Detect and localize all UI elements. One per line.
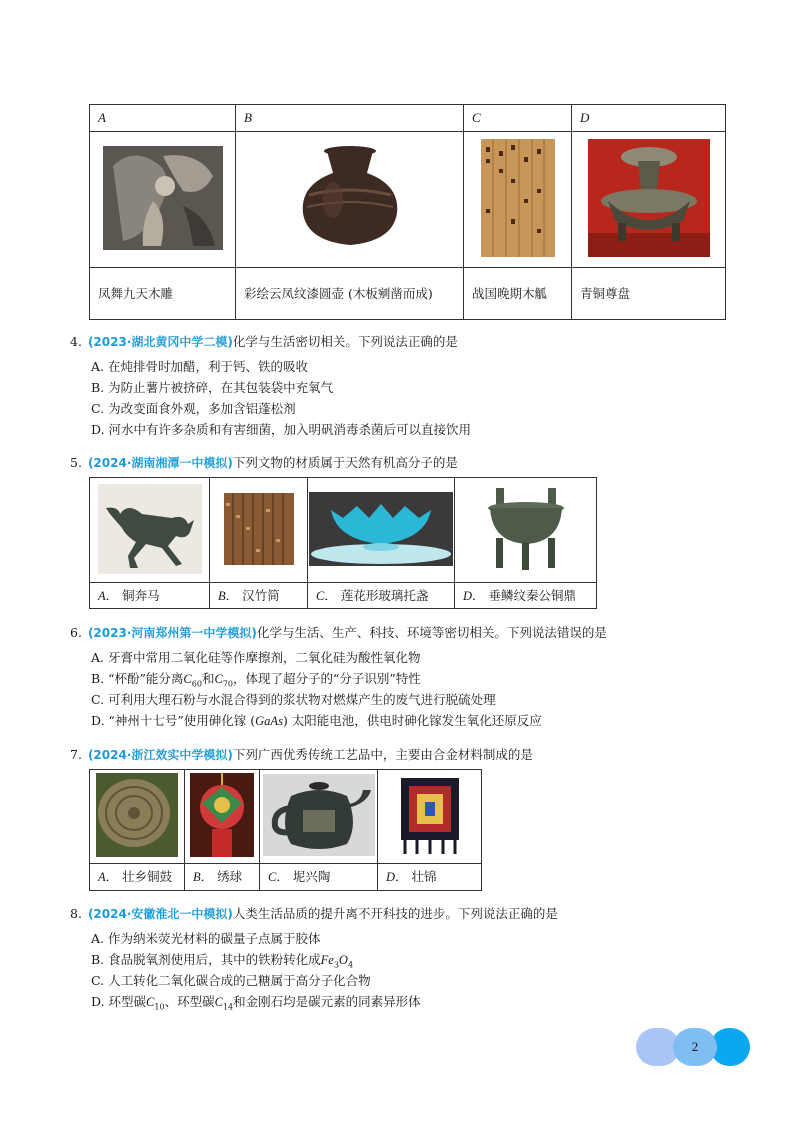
option-caption: A． 铜奔马 [90, 583, 210, 609]
question-8 [70, 905, 558, 923]
option-c: C. 可利用大理石粉与水混合得到的浆状物对燃煤产生的废气进行脱硫处理 [91, 692, 496, 707]
option-letter: B [236, 105, 464, 132]
option-caption: 彩绘云凤纹漆圆壶 (木板剜凿而成) [236, 268, 464, 320]
question-stem: 化学与生活密切相关。下列说法正确的是 [232, 334, 458, 349]
option-b: B. 为防止薯片被挤碎，在其包装袋中充氧气 [91, 380, 334, 395]
option-a: A. 牙膏中常用二氧化硅等作摩擦剂，二氧化硅为酸性氧化物 [91, 650, 421, 665]
option-letter: C [464, 105, 572, 132]
option-caption: 青铜尊盘 [572, 268, 726, 320]
question-number: 5. [70, 455, 82, 470]
option-caption: 凤舞九天木雕 [90, 268, 236, 320]
option-caption: D． 垂鳞纹秦公铜鼎 [455, 583, 597, 609]
option-caption: A． 壮乡铜鼓 [90, 864, 185, 891]
nixing-teapot-image [260, 770, 378, 864]
question-6 [70, 624, 607, 642]
question-source: (2023·河南郑州第一中学模拟) [87, 626, 257, 640]
bamboo-slips-image [464, 132, 572, 268]
bronze-zunpan-image [572, 132, 726, 268]
q3-options-table [89, 104, 726, 320]
option-d: D. 环型碳$C_{10}$、环型碳$C_{14}$和金刚石均是碳元素的同素异形体 [91, 994, 421, 1012]
question-5 [70, 454, 458, 472]
zhuang-brocade-image [378, 770, 482, 864]
question-stem: 下列广西优秀传统工艺品中，主要由合金材料制成的是 [232, 747, 533, 762]
phoenix-wood-carving-image [90, 132, 236, 268]
question-source: (2024·湖南湘潭一中模拟) [87, 456, 233, 470]
page-number: 2 [691, 1039, 699, 1054]
option-caption: 战国晚期木觚 [464, 268, 572, 320]
option-b: B. “杯酚”能分离$C_{60}$和$C_{70}$，体现了超分子的“分子识别”特性 [91, 671, 421, 689]
option-letter: A [90, 105, 236, 132]
q7-options-table [89, 769, 482, 891]
option-caption: B． 汉竹简 [210, 583, 308, 609]
bamboo-slips-image [210, 478, 308, 583]
option-c: C. 人工转化二氧化碳合成的己糖属于高分子化合物 [91, 973, 371, 988]
option-b: B. 食品脱氧剂使用后，其中的铁粉转化成$Fe_3O_4$ [91, 952, 354, 970]
embroidered-ball-image [185, 770, 260, 864]
option-c: C. 为改变面食外观，多加含铝蓬松剂 [91, 401, 296, 416]
option-d: D. “神州十七号”使用砷化镓 (GaAs) 太阳能电池，供电时砷化镓发生氧化还原反应 [91, 713, 542, 728]
question-stem: 化学与生活、生产、科技、环境等密切相关。下列说法错误的是 [256, 625, 607, 640]
question-number: 6. [70, 625, 82, 640]
question-7 [70, 746, 533, 764]
option-caption: B． 绣球 [185, 864, 260, 891]
bronze-horse-image [90, 478, 210, 583]
question-source: (2024·安徽淮北一中模拟) [87, 907, 233, 921]
option-caption: D． 壮锦 [378, 864, 482, 891]
question-4 [70, 333, 458, 351]
glass-lotus-cup-image [308, 478, 455, 583]
question-number: 4. [70, 334, 82, 349]
question-source: (2023·湖北黄冈中学二模) [87, 335, 233, 349]
option-caption: C． 坭兴陶 [260, 864, 378, 891]
lacquer-pot-image [236, 132, 464, 268]
option-caption: C． 莲花形玻璃托盏 [308, 583, 455, 609]
option-d: D. 河水中有许多杂质和有害细菌，加入明矾消毒杀菌后可以直接饮用 [91, 422, 472, 437]
question-number: 8. [70, 906, 82, 921]
question-source: (2024·浙江效实中学模拟) [87, 748, 233, 762]
option-a: A. 在炖排骨时加醋，利于钙、铁的吸收 [91, 359, 308, 374]
question-stem: 人类生活品质的提升离不开科技的进步。下列说法正确的是 [232, 906, 558, 921]
option-letter: D [572, 105, 726, 132]
q5-options-table [89, 477, 597, 609]
bronze-drum-image [90, 770, 185, 864]
question-number: 7. [70, 747, 82, 762]
question-stem: 下列文物的材质属于天然有机高分子的是 [232, 455, 458, 470]
bronze-ding-image [455, 478, 597, 583]
page-number-badge [673, 1028, 717, 1066]
option-a: A. 作为纳米荧光材料的碳量子点属于胶体 [91, 931, 321, 946]
